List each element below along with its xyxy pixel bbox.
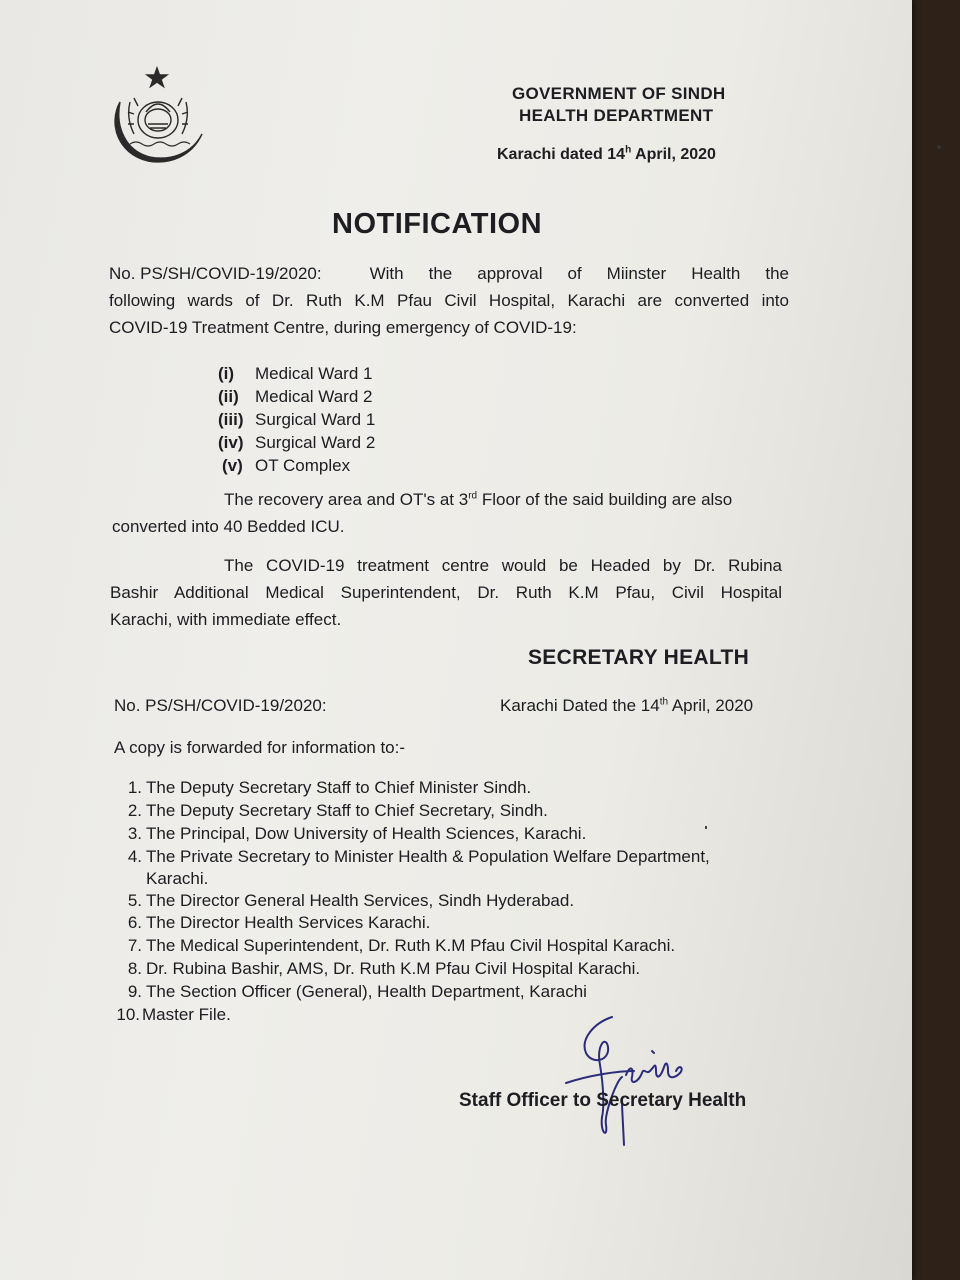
header-date: Karachi dated 14$^h$ April, 2020 [497,144,716,163]
ward-item: (i) Medical Ward 1 [218,364,373,383]
department-heading-line1: GOVERNMENT OF SINDH [512,84,726,103]
department-heading-line2: HEALTH DEPARTMENT [519,106,714,125]
icu-line2: converted into 40 Bedded ICU. [112,517,345,536]
government-of-sindh-emblem-icon [100,62,220,172]
head-line2: Bashir Additional Medical Superintendent, Dr. Ruth K.M Pfau, Civil Hospital [110,583,782,602]
copy-ref: No. PS/SH/COVID-19/2020: [114,696,327,715]
head-line3: Karachi, with immediate effect. [110,610,342,629]
ward-item: (iii) Surgical Ward 1 [218,410,376,429]
secretary-health-signatory: SECRETARY HEALTH [528,646,750,669]
notification-line2: following wards of Dr. Ruth K.M Pfau Civil Hospital, Karachi are converted into [109,291,789,310]
copy-intro: A copy is forwarded for information to:- [114,738,406,757]
recipient-list [112,776,792,1026]
list-item: 2. The Deputy Secretary Staff to Chief Secretary, Sindh. [127,801,548,820]
icu-line1: The recovery area and OT's at 3rd Floor of the said building are also [224,490,733,509]
list-item: 9. The Section Officer (General), Health Department, Karachi [127,982,587,1001]
list-item: 7. The Medical Superintendent, Dr. Ruth K.M Pfau Civil Hospital Karachi. [127,936,676,955]
list-item: 6. The Director Health Services Karachi. [127,913,431,932]
list-item: 10. Master File. [116,1005,231,1024]
head-line1: The COVID-19 treatment centre would be Headed by Dr. Rubina [224,556,782,575]
ward-item: (iv) Surgical Ward 2 [218,433,376,452]
staff-officer-signatory: Staff Officer to Secretary Health [459,1090,747,1111]
list-item-continuation: Karachi. [146,869,209,888]
notification-lead: With the approval of Miinster Health the [369,264,789,283]
paper-speck [937,145,941,149]
ward-list [218,362,375,477]
notification-line3: COVID-19 Treatment Centre, during emergency of COVID-19: [109,318,577,337]
head-paragraph [110,552,782,633]
handwritten-signature [560,1005,700,1155]
paper-speck [705,826,707,829]
list-item: 8. Dr. Rubina Bashir, AMS, Dr. Ruth K.M Pfau Civil Hospital Karachi. [127,959,641,978]
list-item: 5. The Director General Health Services, Sindh Hyderabad. [127,891,575,910]
list-item: 4. The Private Secretary to Minister Health & Population Welfare Department, [127,847,710,866]
ward-item: (v) OT Complex [222,456,351,475]
notification-paragraph [109,260,789,341]
list-item: 3. The Principal, Dow University of Health Sciences, Karachi. [127,824,587,843]
notification-ref: No. PS/SH/COVID-19/2020: [109,264,322,283]
icu-paragraph [112,486,784,540]
ward-item: (ii) Medical Ward 2 [218,387,373,406]
list-item: 1. The Deputy Secretary Staff to Chief Minister Sindh. [127,778,532,797]
notification-title: NOTIFICATION [332,208,543,240]
copy-date: Karachi Dated the 14th April, 2020 [500,696,754,715]
